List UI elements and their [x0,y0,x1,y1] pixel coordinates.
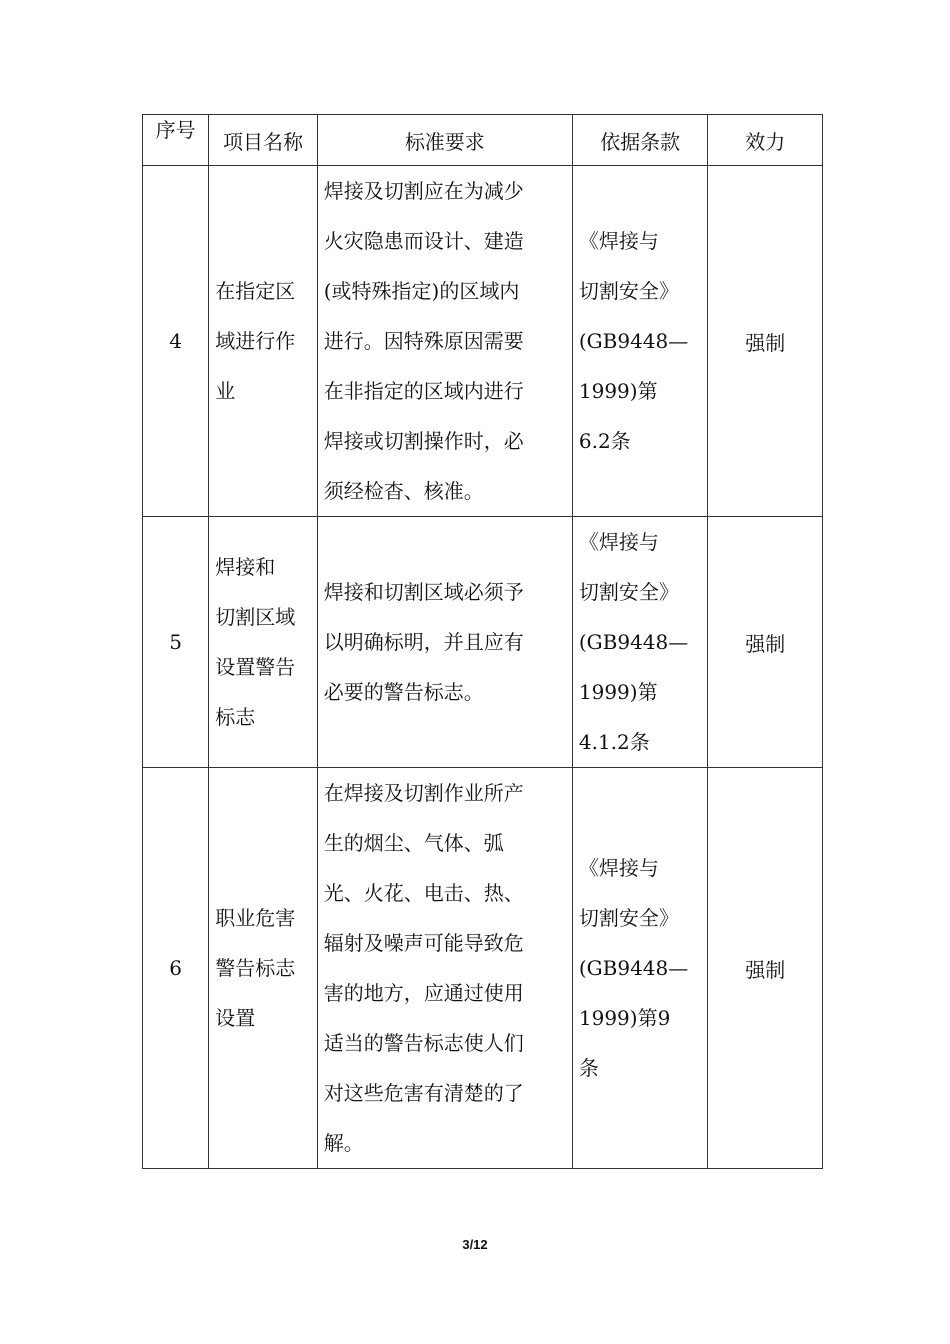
table-row [143,517,823,768]
row-item-name: 焊接和 切割区域 设置警告 标志 [209,517,317,768]
row-requirement: 焊接和切割区域必须予 以明确标明，并且应有 必要的警告标志。 [317,517,572,768]
row-seq: 4 [143,166,209,517]
row-seq: 6 [143,768,209,1169]
header-seq: 序号 [143,115,209,166]
table-row [143,768,823,1169]
row-basis: 《焊接与 切割安全》 (GB9448— 1999)第 6.2条 [572,166,708,517]
row-effect: 强制 [708,768,823,1169]
header-basis: 依据条款 [572,115,708,166]
header-item-name: 项目名称 [209,115,317,166]
row-item-name: 在指定区 域进行作 业 [209,166,317,517]
header-requirement: 标准要求 [317,115,572,166]
row-effect: 强制 [708,166,823,517]
page-number: 3/12 [462,1237,488,1252]
standards-table [142,114,823,1169]
header-effect: 效力 [708,115,823,166]
row-effect: 强制 [708,517,823,768]
row-requirement: 在焊接及切割作业所产 生的烟尘、气体、弧 光、火花、电击、热、 辐射及噪声可能导致危 害的地方，应通过使用 适当的警告标志使人们 对这些危害有清楚的了 解。 [317,768,572,1169]
table-header-row [143,115,823,166]
row-item-name: 职业危害 警告标志 设置 [209,768,317,1169]
table-row [143,166,823,517]
row-seq: 5 [143,517,209,768]
row-basis: 《焊接与 切割安全》 (GB9448— 1999)第9 条 [572,768,708,1169]
row-requirement: 焊接及切割应在为减少 火灾隐患而设计、建造 (或特殊指定)的区域内 进行。因特殊原因需要 在非指定的区域内进行 焊接或切割操作时，必 须经检杳、核准。 [317,166,572,517]
row-basis: 《焊接与 切割安全》 (GB9448— 1999)第 4.1.2条 [572,517,708,768]
